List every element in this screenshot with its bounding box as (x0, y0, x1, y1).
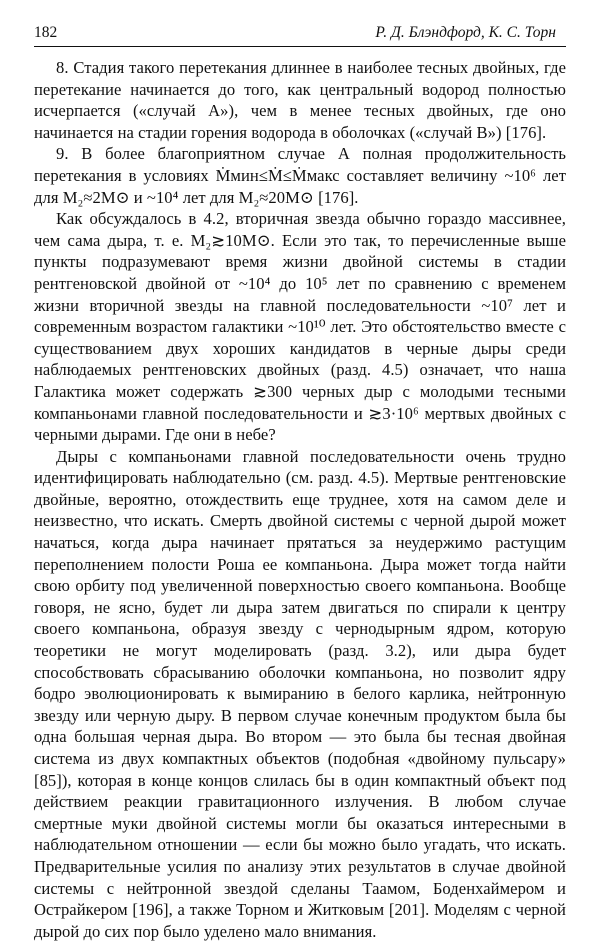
page-number: 182 (34, 24, 58, 41)
paragraph-discussion: Как обсуждалось в 4.2, вторичная звезда обычно гораздо массивнее, чем сама дыра, т. е. M₂≳10M⊙. Если это так, то перечисленные выше пункты подразумевают время жизни двойной системы в стадии рентгеновской двойной от ~10⁴ до 10⁵ лет по сравнению с временем жизни вторичной звезды на главной последовательности ~10⁷ лет и современным возрастом галактики ~10¹⁰ лет. Это обстоятельство вместе с существованием двух хороших кандидатов в черные дыры среди наблюдаемых рентгеновских двойных (разд. 4.5) означает, что наша Галактика может содержать ≳300 черных дыр с молодыми тесными компаньонами главной последовательности и ≳3·10⁶ мертвых двойных с черными дырами. Где они в небе? (34, 209, 566, 445)
paragraph-item-8: 8. Стадия такого перетекания длиннее в наиболее тесных двойных, где перетекание начинается до того, как центральный водород полностью исчерпается («случай А»), чем в менее тесных двойных, где оно начинается на стадии горения водорода в оболочках («случай В») [176]. (34, 58, 566, 142)
page-header (34, 24, 566, 47)
paragraph-item-9: 9. В более благоприятном случае А полная продолжительность перетекания в условиях Ṁмин≤Ṁ≤Ṁмакс составляет величину ~10⁶ лет для M₂≈2M⊙ и ~10⁴ лет для M₂≈20M⊙ [176]. (34, 144, 566, 207)
running-head: Р. Д. Блэндфорд, К. С. Торн (375, 24, 556, 41)
paragraph-companions: Дыры с компаньонами главной последовательности очень трудно идентифицировать наблюдательно (см. разд. 4.5). Мертвые рентгеновские двойные, вероятно, отождествить еще труднее, хотя на самом деле и неизвестно, что искать. Смерть двойной системы с черной дырой может начаться, когда дыра начинает прятаться за неудержимо растущим переполнением полости Роша ее компаньона. Дыра может тогда найти свою орбиту под увеличенной поверхностью своего компаньона. Вообще говоря, не ясно, будет ли дыра затем двигаться по спирали к центру своего компаньона, образуя звезду с чернодырным ядром, которую теоретики не могут моделировать (разд. 3.2), или дыра будет способствовать сбрасыванию оболочки компаньона, но позволит ядру бодро эволюционировать к вымиранию в белого карлика, нейтронную звезду или черную дыру. В первом случае конечным продуктом была бы одна большая черная дыра. Во втором — это была бы тесная двойная система из двух компактных объектов (подобная «двойному пульсару» [85]), которая в конце концов слилась бы в один компактный объект под действием реакции гравитационного излучения. В любом случае смертные муки двойной системы могли бы оказаться интересными в наблюдательном отношении — если бы можно было угадать, что искать. Предварительные усилия по анализу этих результатов в случае двойной системы с нейтронной звездой сделаны Таамом, Боденхаймером и Острайкером [196], а также Торном и Житковым [201]. Моделям с черной дырой до сих пор было уделено мало внимания. (34, 446, 566, 941)
